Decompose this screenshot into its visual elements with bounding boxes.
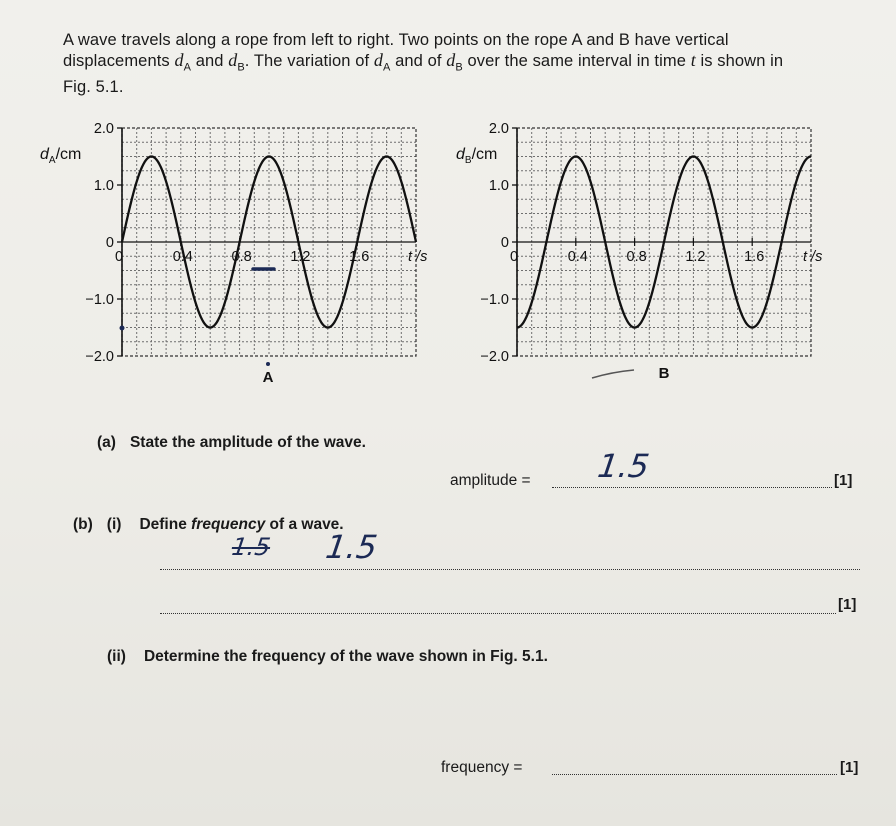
y-tick-label: 1.0 xyxy=(93,178,114,194)
pen-mark-dot xyxy=(120,326,125,331)
x-axis-label: t /s xyxy=(408,249,428,265)
frequency-label: frequency = xyxy=(441,759,523,776)
handwritten-definition: 1.5 xyxy=(323,528,380,566)
y-tick-label: 2.0 xyxy=(488,121,509,137)
chart-caption: B xyxy=(658,365,670,382)
y-tick-label: −1.0 xyxy=(480,292,509,308)
pen-mark-dot xyxy=(266,362,270,366)
intro-line-1: A wave travels along a rope from left to right. Two points on the rope A and B have vertical xyxy=(63,31,729,49)
y-tick-label: 2.0 xyxy=(93,121,114,137)
question-b-label: (b) xyxy=(73,516,93,533)
intro-line-3: Fig. 5.1. xyxy=(63,78,124,97)
definition-line-2[interactable] xyxy=(160,613,836,614)
amplitude-answer-line[interactable] xyxy=(552,487,832,488)
y-tick-label: 0 xyxy=(500,235,509,251)
x-tick-label: 1.2 xyxy=(290,249,311,265)
y-tick-label: −1.0 xyxy=(85,292,114,308)
x-tick-label: 0.4 xyxy=(172,249,193,265)
pen-mark-stroke xyxy=(592,370,634,378)
x-axis-label: t /s xyxy=(803,249,823,265)
x-tick-label: 0.8 xyxy=(626,249,647,265)
y-tick-label: −2.0 xyxy=(85,349,114,365)
x-tick-label: 1.2 xyxy=(685,249,706,265)
x-tick-label: 0 xyxy=(114,249,124,265)
handwritten-amplitude: 1.5 xyxy=(595,447,652,485)
x-tick-label: 0.4 xyxy=(567,249,588,265)
mark-a: [1] xyxy=(834,472,853,489)
y-axis-label: $d_A/cm$ xyxy=(40,146,82,166)
y-axis-label: $d_B/cm$ xyxy=(456,146,498,166)
mark-b-i: [1] xyxy=(838,596,857,613)
question-b-ii-label: (ii) xyxy=(107,648,126,665)
definition-line-1[interactable] xyxy=(160,569,860,570)
question-b-ii-text: Determine the frequency of the wave shown in Fig. 5.1. xyxy=(143,648,548,665)
x-tick-label: 1.6 xyxy=(349,249,370,265)
y-tick-label: 1.0 xyxy=(488,178,509,194)
figure-5-1 xyxy=(0,0,896,400)
handwritten-crossed-out: 1.5 xyxy=(230,533,273,561)
frequency-answer-line[interactable] xyxy=(552,774,837,775)
amplitude-label: amplitude = xyxy=(450,472,531,489)
y-tick-label: 0 xyxy=(105,235,114,251)
question-b-i xyxy=(73,516,344,534)
chart-A xyxy=(40,121,427,386)
chart-caption: A xyxy=(262,369,274,386)
question-a-label: (a) xyxy=(97,434,116,451)
question-a xyxy=(97,434,366,452)
question-a-text: State the amplitude of the wave. xyxy=(129,434,366,451)
x-tick-label: 1.6 xyxy=(744,249,765,265)
question-b-i-text: Define frequency of a wave. xyxy=(139,516,344,533)
intro-line-2: displacements $d_A$ and $d_B$. The variation of $d_A$ and of $d_B$ over the same interval in time t is shown in xyxy=(63,50,784,74)
question-b-i-label: (i) xyxy=(106,516,122,533)
y-tick-label: −2.0 xyxy=(480,349,509,365)
mark-b-ii: [1] xyxy=(840,759,859,776)
question-b-ii xyxy=(107,648,548,666)
x-tick-label: 0.8 xyxy=(231,249,252,265)
x-tick-label: 0 xyxy=(509,249,519,265)
chart-B xyxy=(456,121,822,382)
